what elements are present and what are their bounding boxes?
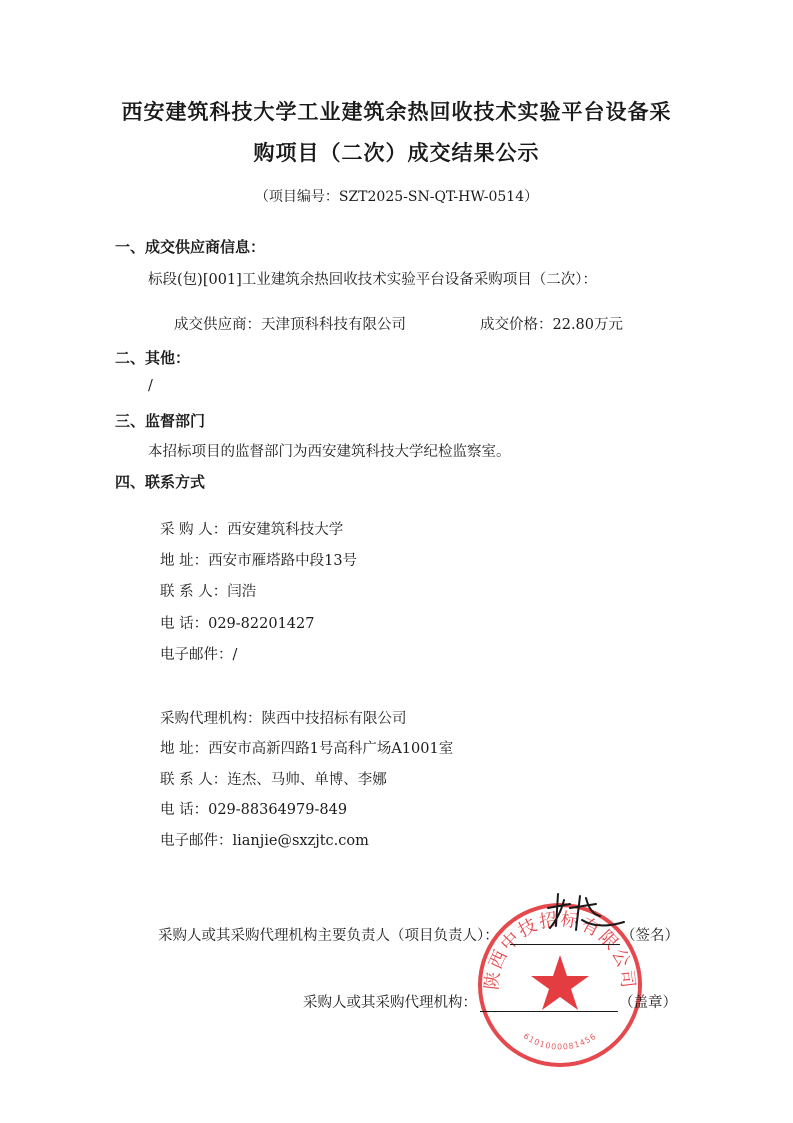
section-4-heading: 四、联系方式 <box>115 473 206 491</box>
agency-contact: 联 系 人：连杰、马帅、单博、李娜 <box>160 772 387 788</box>
signature-line <box>510 944 620 945</box>
section-3-heading: 三、监督部门 <box>115 412 206 430</box>
buyer-phone: 电 话：029-82201427 <box>160 616 315 632</box>
seal-suffix: （盖章） <box>619 995 677 1011</box>
agency-address: 地 址：西安市高新四路1号高科广场A1001室 <box>160 741 454 757</box>
agency-name: 采购代理机构：陕西中技招标有限公司 <box>160 711 407 727</box>
svg-text:陕西中技招标有限公司: 陕西中技招标有限公司 <box>481 909 639 991</box>
responsible-person-label: 采购人或其采购代理机构主要负责人（项目负责人）： <box>158 928 499 944</box>
buyer-contact: 联 系 人：闫浩 <box>160 584 257 600</box>
organization-label: 采购人或其采购代理机构： <box>303 995 477 1011</box>
buyer-email: 电子邮件：/ <box>160 647 238 663</box>
title-line-1: 西安建筑科技大学工业建筑余热回收技术实验平台设备采 <box>121 100 672 124</box>
seal-line <box>480 1011 618 1012</box>
project-number: （项目编号：SZT2025-SN-QT-HW-0514） <box>254 189 539 205</box>
buyer-address: 地 址：西安市雁塔路中段13号 <box>160 553 358 569</box>
winning-supplier: 成交供应商：天津顶科科技有限公司 <box>174 317 406 333</box>
winning-price: 成交价格：22.80万元 <box>480 317 624 333</box>
agency-email: 电子邮件：lianjie@sxzjtc.com <box>160 833 369 849</box>
svg-text:6101000081456: 6101000081456 <box>521 1031 599 1052</box>
section-2-heading: 二、其他： <box>115 349 191 367</box>
sign-suffix: （签名） <box>621 928 679 944</box>
section-2-content: / <box>148 378 153 394</box>
buyer-name: 采 购 人：西安建筑科技大学 <box>160 522 344 538</box>
lot-description: 标段(包)[001]工业建筑余热回收技术实验平台设备采购项目（二次）： <box>148 272 598 288</box>
section-3-content: 本招标项目的监督部门为西安建筑科技大学纪检监察室。 <box>148 444 511 460</box>
section-1-heading: 一、成交供应商信息： <box>115 238 266 256</box>
agency-phone: 电 话：029-88364979-849 <box>160 802 348 818</box>
handwritten-signature-icon <box>540 886 630 936</box>
title-line-2: 购项目（二次）成交结果公示 <box>253 141 540 165</box>
